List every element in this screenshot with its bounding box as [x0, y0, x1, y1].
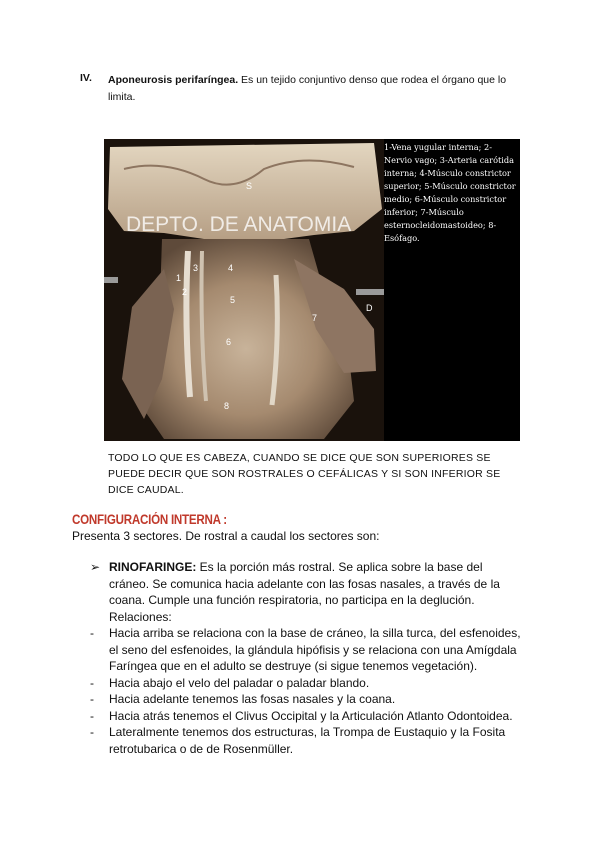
marker-s: S: [246, 181, 253, 191]
relation-text: Hacia arriba se relaciona con la base de cráneo, la silla turca, del esfenoides, el seno del esfenoides, la glándula hipófisis y se relaciona con una Amígdala Faríngea que en el adulto se destruye (si sigue tenemos vegetación).: [109, 626, 521, 673]
marker-8: 8: [224, 401, 230, 411]
dash-bullet: -: [90, 675, 94, 690]
section-number: IV.: [80, 72, 92, 84]
rinofaringe-term: RINOFARINGE:: [109, 560, 197, 574]
anatomy-figure: [104, 139, 520, 441]
list-item: [90, 708, 530, 725]
dash-bullet: -: [90, 692, 94, 706]
relation-text: Lateralmente tenemos dos estructuras, la Trompa de Eustaquio y la Fosita retrotubarica o de de Rosenmüller.: [109, 725, 506, 756]
marker-7: 7: [312, 313, 318, 323]
rinofaringe-item: [90, 559, 520, 625]
section-iv-paragraph: [108, 72, 528, 106]
relation-text: Hacia atrás tenemos el Clivus Occipital y la Articulación Atlanto Odontoidea.: [109, 708, 513, 723]
marker-1: 1: [176, 273, 182, 283]
relation-text: Hacia abajo el velo del paladar o paladar blando.: [109, 675, 370, 690]
rinofaringe-text: Es la porción más rostral. Se aplica sobre la base del cráneo. Se comunica hacia adelante con las fosas nasales, a través de la coana. Cumple una función respiratoria, no participa en la deglución.: [109, 560, 500, 607]
section-iv-text: Es un tejido conjuntivo denso que rodea el órgano que lo limita.: [108, 74, 507, 103]
marker-d: D: [366, 303, 373, 313]
marker-3: 3: [193, 263, 199, 273]
section-iv-term: Aponeurosis perifaríngea.: [108, 74, 239, 86]
pharynx-dissection-photo: [104, 139, 384, 441]
marker-6: 6: [226, 337, 232, 347]
relation-text: Hacia adelante tenemos las fosas nasales y la coana.: [109, 692, 396, 706]
arrow-bullet-icon: ➢: [90, 560, 101, 574]
marker-2: 2: [182, 287, 188, 297]
marker-5: 5: [230, 295, 236, 305]
relations-list: [90, 625, 530, 757]
list-item: [90, 675, 530, 692]
figure-legend: 1-Vena yugular interna; 2-Nervio vago; 3-Arteria carótida interna; 4-Músculo constrictor superior; 5-Músculo constrictor medio; 6-Músculo constrictor inferior; 7-Músculo esternocleidomastoideo; 8-Esófago.: [384, 142, 516, 243]
list-item: [90, 691, 530, 708]
relations-label: Relaciones:: [109, 609, 172, 624]
dash-bullet: -: [90, 626, 94, 640]
dash-bullet: -: [90, 725, 94, 739]
list-item: [90, 625, 530, 675]
marker-4: 4: [228, 263, 234, 273]
list-item: [90, 724, 530, 757]
section-heading: CONFIGURACIÓN INTERNA :: [72, 512, 227, 527]
watermark-text: DEPTO. DE ANATOMIA: [126, 213, 352, 236]
config-intro: Presenta 3 sectores. De rostral a caudal los sectores son:: [72, 529, 380, 543]
dash-bullet: -: [90, 708, 94, 723]
caption-text: TODO LO QUE ES CABEZA, CUANDO SE DICE QUE SON SUPERIORES SE PUEDE DECIR QUE SON ROSTRALES O CEFÁLICAS Y SI SON INFERIOR SE DICE CAUDAL.: [108, 452, 501, 496]
